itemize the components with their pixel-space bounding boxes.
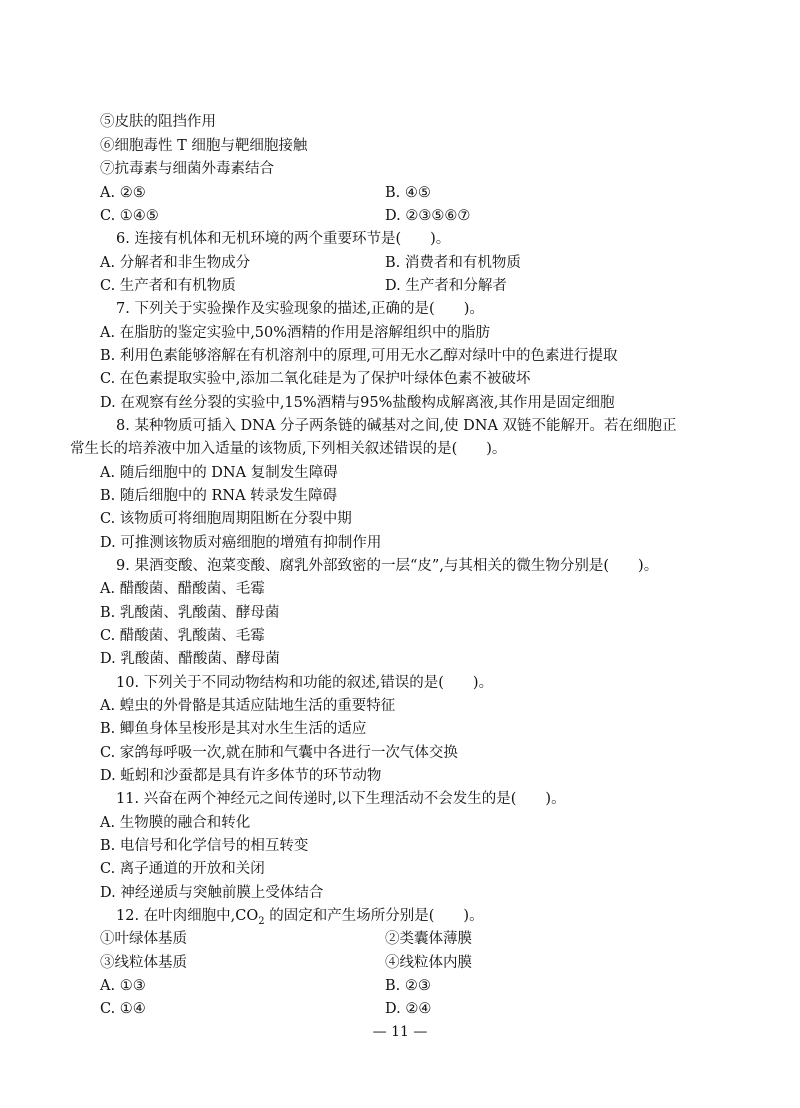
option-7: ⑦抗毒素与细菌外毒素结合 [100, 161, 274, 177]
q7-choice-d: D. 在观察有丝分裂的实验中,15%酒精与95%盐酸构成解离液,其作用是固定细胞 [100, 395, 615, 411]
q12-option-4: ④线粒体内膜 [385, 955, 472, 971]
q9-choice-a: A. 醋酸菌、醋酸菌、毛霉 [100, 581, 265, 597]
q7-choice-a: A. 在脂肪的鉴定实验中,50%酒精的作用是溶解组织中的脂肪 [100, 325, 491, 341]
q6-choice-c: C. 生产者和有机物质 [100, 278, 236, 294]
q8-stem-continued: 常生长的培养液中加入适量的该物质,下列相关叙述错误的是( )。 [70, 441, 507, 457]
q10-choice-c: C. 家鸽每呼吸一次,就在肺和气囊中各进行一次气体交换 [100, 745, 458, 761]
q9-choice-c: C. 醋酸菌、乳酸菌、毛霉 [100, 628, 265, 644]
q12-option-1: ①叶绿体基质 [100, 931, 187, 947]
q9-stem: 9. 果酒变酸、泡菜变酸、腐乳外部致密的一层“皮”,与其相关的微生物分别是( )。 [116, 558, 659, 574]
q7-stem: 7. 下列关于实验操作及实验现象的描述,正确的是( )。 [116, 301, 484, 317]
q10-choice-d: D. 蚯蚓和沙蚕都是具有许多体节的环节动物 [100, 768, 382, 784]
q12-option-2: ②类囊体薄膜 [385, 931, 472, 947]
q12-stem-start: 12. 在叶肉细胞中,CO [116, 908, 259, 924]
q11-choice-b: B. 电信号和化学信号的相互转变 [100, 838, 309, 854]
q12-option-3: ③线粒体基质 [100, 955, 187, 971]
q12-stem [116, 906, 484, 926]
q12-choice-b: B. ②③ [385, 978, 431, 994]
q5-choice-a: A. ②⑤ [100, 185, 146, 201]
q12-choice-d: D. ②④ [385, 1001, 432, 1017]
q7-choice-b: B. 利用色素能够溶解在有机溶剂中的原理,可用无水乙醇对绿叶中的色素进行提取 [100, 348, 618, 364]
option-6: ⑥细胞毒性 T 细胞与靶细胞接触 [100, 138, 308, 154]
page-number: — 11 — [372, 1024, 428, 1040]
q5-choice-c: C. ①④⑤ [100, 208, 159, 224]
q6-choice-a: A. 分解者和非生物成分 [100, 255, 251, 271]
q12-stem-end: 的固定和产生场所分别是( )。 [264, 908, 484, 924]
q6-choice-d: D. 生产者和分解者 [385, 278, 507, 294]
q5-choice-b: B. ④⑤ [385, 185, 431, 201]
q6-choice-b: B. 消费者和有机物质 [385, 255, 521, 271]
q11-choice-d: D. 神经递质与突触前膜上受体结合 [100, 885, 324, 901]
q9-choice-d: D. 乳酸菌、醋酸菌、酵母菌 [100, 651, 280, 667]
q12-subscript: 2 [258, 915, 265, 927]
q7-choice-c: C. 在色素提取实验中,添加二氧化硅是为了保护叶绿体色素不被破坏 [100, 371, 531, 387]
q12-choice-a: A. ①③ [100, 978, 146, 994]
q8-choice-c: C. 该物质可将细胞周期阻断在分裂中期 [100, 511, 352, 527]
q10-choice-b: B. 鲫鱼身体呈梭形是其对水生生活的适应 [100, 721, 367, 737]
q9-choice-b: B. 乳酸菌、乳酸菌、酵母菌 [100, 605, 280, 621]
q11-choice-c: C. 离子通道的开放和关闭 [100, 861, 265, 877]
q10-choice-a: A. 蝗虫的外骨骼是其适应陆地生活的重要特征 [100, 698, 396, 714]
q8-choice-d: D. 可推测该物质对癌细胞的增殖有抑制作用 [100, 535, 382, 551]
q6-stem: 6. 连接有机体和无机环境的两个重要环节是( )。 [116, 231, 451, 247]
q12-choice-c: C. ①④ [100, 1001, 146, 1017]
q10-stem: 10. 下列关于不同动物结构和功能的叙述,错误的是( )。 [116, 675, 494, 691]
q8-stem: 8. 某种物质可插入 DNA 分子两条链的碱基对之间,使 DNA 双链不能解开。若在细胞正 [116, 418, 677, 434]
option-5: ⑤皮肤的阻挡作用 [100, 114, 216, 130]
q5-choice-d: D. ②③⑤⑥⑦ [385, 208, 471, 224]
q8-choice-a: A. 随后细胞中的 DNA 复制发生障碍 [100, 465, 338, 481]
q8-choice-b: B. 随后细胞中的 RNA 转录发生障碍 [100, 488, 338, 504]
q11-stem: 11. 兴奋在两个神经元之间传递时,以下生理活动不会发生的是( )。 [116, 791, 566, 807]
q11-choice-a: A. 生物膜的融合和转化 [100, 815, 251, 831]
